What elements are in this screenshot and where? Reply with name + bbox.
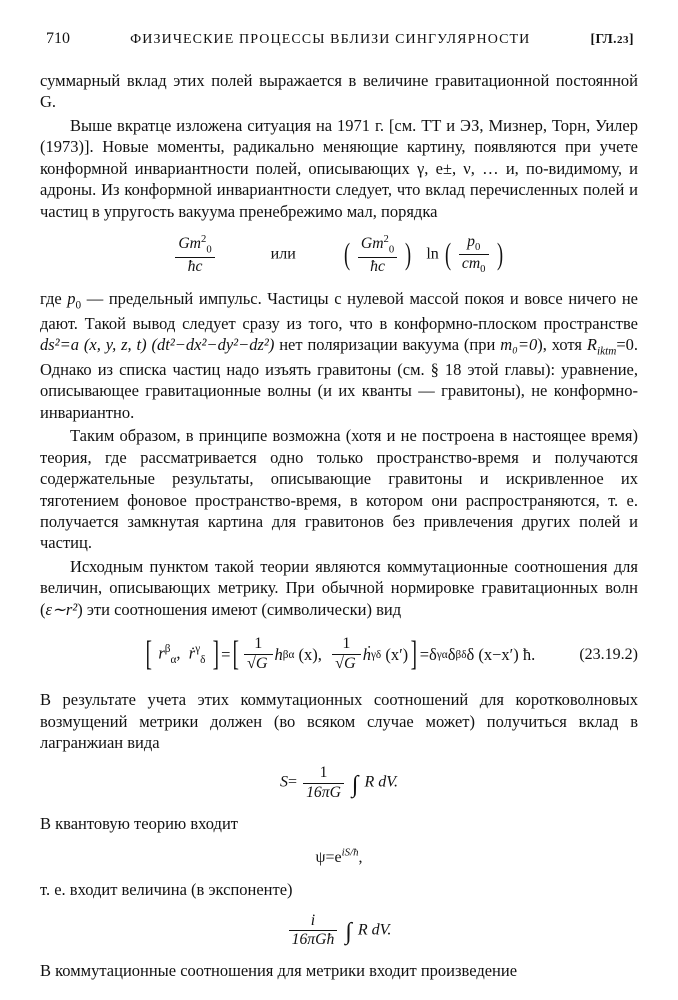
gm-subscript-2: 0 bbox=[388, 244, 395, 256]
paragraph-5-text-b: ) эти соотношения имеют (символически) вид bbox=[77, 599, 402, 619]
sqrt-G-1: G bbox=[255, 655, 268, 673]
h-argument-1: (x), bbox=[298, 644, 322, 664]
fraction-numerator bbox=[175, 234, 214, 258]
hbar-c-2: ħc bbox=[370, 257, 385, 275]
sqrt-G-2: G bbox=[344, 655, 356, 673]
formula-lhs: [ $r^\beta_\alpha$, ṙ$^\gamma_\delta$ ] bbox=[145, 634, 219, 673]
rhs-delta-function: δ (x−x′) ħ. bbox=[466, 644, 536, 664]
fraction-p0-cm0 bbox=[459, 234, 489, 276]
paragraph-8 bbox=[40, 879, 638, 900]
psi-comma: , bbox=[358, 849, 363, 867]
paragraph-6 bbox=[40, 689, 638, 753]
psi-exponent bbox=[342, 847, 359, 859]
cm-subscript: 0 bbox=[480, 264, 486, 276]
paragraph-4-text: Таким образом, в принципе возможна (хотя и не построена в настоящее время) теория, где рассматривается одно только пространство-время и получаются содержательные результаты, описывающие гравитоны и искривленное их тяготением фоновое пространство-время, в котором они распространяются, т. е. получается замкнутая картина для гравитонов без привлечения других полей и частиц. bbox=[40, 426, 638, 553]
action-symbol: S bbox=[280, 774, 289, 792]
riemann-value: =0 bbox=[616, 335, 634, 354]
paragraph-1 bbox=[40, 70, 638, 113]
action-equals: = bbox=[288, 774, 298, 792]
rhs-delta-2: δ bbox=[447, 644, 456, 664]
ln-operator: ln bbox=[426, 245, 439, 263]
page-number: 710 bbox=[46, 30, 70, 47]
paragraph-2-text: Выше вкратце изложена ситуация на 1971 г. [см. ТТ и ЭЗ, Мизнер, Торн, Уилер (1973)]. Новые моменты, радикально меняющие картину, появляются при учете конформной инвариантности полей, описывающих γ, e±, ν, … и, по-видимому, и адроны. Из конформной инвариантности следует, что вклад перечисленных полей и частиц в упругость вакуума пренебрежимо мал, порядка bbox=[40, 115, 638, 221]
formula-action bbox=[40, 765, 638, 801]
gm-superscript: 2 bbox=[201, 234, 207, 246]
riemann-symbol: R bbox=[586, 335, 597, 354]
paragraph-5-text-a: Исходным пунктом такой теории являются коммутационные соотношения для величин, описывающих метрику. При обычной нормировке гравитационных волн ( bbox=[40, 556, 638, 619]
paragraph-3-text-a: где bbox=[40, 288, 68, 308]
integral-sign: ∫ bbox=[351, 772, 359, 799]
fraction-denominator-3 bbox=[459, 255, 489, 275]
sixteen-pi-G-hbar: 16πGħ bbox=[291, 930, 335, 948]
fraction-numerator-2 bbox=[358, 234, 397, 258]
fraction-i-16piGhbar bbox=[289, 913, 338, 949]
fraction-gm2-hbarc bbox=[175, 234, 214, 275]
rdot-subscript: δ bbox=[200, 653, 206, 666]
psi-expression bbox=[315, 846, 363, 867]
rdot-symbol: ṙ bbox=[188, 643, 196, 663]
exp-frac-num bbox=[289, 913, 338, 931]
equals-sign-1: = bbox=[221, 644, 231, 664]
bracket-right: ] bbox=[212, 634, 219, 673]
paragraph-5 bbox=[40, 556, 638, 620]
h-subscript-1: α bbox=[288, 648, 295, 661]
running-head bbox=[40, 30, 638, 48]
rhs-sub-1: α bbox=[441, 648, 448, 661]
rhs-sup-1: γ bbox=[436, 648, 442, 661]
gm-superscript-2: 2 bbox=[383, 234, 389, 246]
r-symbol: r bbox=[158, 643, 165, 663]
fraction-1-16piG bbox=[303, 765, 344, 801]
paragraph-3-text-e: . Однако из списка частиц надо изъять гравитоны (см. § 18 этой главы): уравнение, описывающее гравитационные волны (и их кванты — гравитоны), не конформно-инвариантно. bbox=[40, 335, 638, 422]
hbar-c: ħc bbox=[187, 257, 203, 275]
chapter-close: ] bbox=[629, 31, 634, 46]
paragraph-6-text: В результате учета этих коммутационных соотношений для коротковолновых возмущений метрики должен (во всяком случае может) получиться вклад в лагранжиан вида bbox=[40, 690, 638, 752]
p-subscript: 0 bbox=[474, 242, 481, 254]
r-subscript: α bbox=[170, 653, 177, 666]
h-superscript-1: β bbox=[282, 648, 289, 661]
paragraph-7 bbox=[40, 813, 638, 834]
p0-symbol: p bbox=[67, 288, 76, 308]
formula-psi bbox=[40, 847, 638, 867]
rhs-sub-2: δ bbox=[461, 648, 467, 661]
paragraph-8-text: т. е. входит величина (в экспоненте) bbox=[40, 880, 293, 900]
rhs-sup-2: β bbox=[455, 648, 462, 661]
psi-exponent-text: iS/ħ bbox=[341, 846, 359, 859]
h-symbol-2: ḣ bbox=[362, 644, 371, 664]
exp-integrand: R dV. bbox=[357, 921, 392, 939]
p-symbol: p bbox=[467, 233, 475, 251]
action-frac-num: 1 bbox=[303, 765, 344, 783]
r-superscript: β bbox=[164, 642, 171, 655]
rdot-superscript: γ bbox=[195, 642, 201, 655]
formula-vacuum-elasticity bbox=[40, 234, 638, 276]
running-title: ФИЗИЧЕСКИЕ ПРОЦЕССЫ ВБЛИЗИ СИНГУЛЯРНОСТИ bbox=[130, 32, 531, 47]
left-paren-log: ( bbox=[444, 237, 451, 272]
bracket-left-2: [ bbox=[233, 634, 240, 673]
left-paren: ( bbox=[343, 237, 350, 272]
paragraph-9-text: В коммутационные соотношения для метрики входит произведение bbox=[40, 961, 518, 981]
fraction-denominator bbox=[175, 258, 214, 275]
right-paren-log: ) bbox=[496, 237, 503, 272]
frac-num-1: 1 bbox=[244, 636, 273, 655]
chapter-number: 23 bbox=[617, 34, 629, 46]
fraction-denominator-2 bbox=[358, 258, 397, 275]
formula-connector-or: или bbox=[270, 245, 296, 263]
bracket-left: [ bbox=[145, 634, 152, 673]
h-symbol-1: h bbox=[274, 644, 283, 664]
cm-symbol: cm bbox=[461, 255, 481, 273]
gm-subscript: 0 bbox=[206, 244, 212, 256]
riemann-indices: iktm bbox=[596, 345, 617, 358]
inline-ds2-formula: ds²=a (x, y, z, t) (dt²−dx²−dy²−dz²) bbox=[40, 335, 275, 354]
h-subscript-2: δ bbox=[375, 648, 382, 661]
bracket-right-2: ] bbox=[410, 634, 418, 673]
chapter-open: [ГЛ. bbox=[590, 31, 617, 46]
h-superscript-2: γ bbox=[370, 648, 376, 661]
paragraph-4 bbox=[40, 425, 638, 554]
frac-den-1: √G bbox=[246, 655, 268, 673]
fraction-gm2-hbarc-2 bbox=[358, 234, 397, 275]
right-paren: ) bbox=[405, 237, 412, 272]
frac-den-2: √G bbox=[335, 655, 356, 673]
chapter-marker bbox=[591, 31, 638, 47]
gm-symbol-2: Gm bbox=[360, 235, 384, 253]
paragraph-9 bbox=[40, 960, 638, 981]
equation-number: (23.19.2) bbox=[579, 645, 638, 663]
h-argument-2: (x′) bbox=[385, 644, 409, 664]
p0-subscript: 0 bbox=[75, 298, 82, 311]
paragraph-3-text-c: нет поляризации вакуума (при bbox=[274, 335, 501, 354]
formula-exponent bbox=[40, 913, 638, 949]
paragraph-3 bbox=[40, 288, 638, 424]
exp-frac-den bbox=[289, 931, 338, 948]
gm-symbol: Gm bbox=[178, 235, 201, 253]
inline-riemann bbox=[586, 335, 634, 358]
fraction-1-sqrtG-2 bbox=[332, 636, 361, 673]
formula-commutation-relations bbox=[40, 636, 638, 673]
sixteen-pi-G: 16πG bbox=[306, 783, 341, 801]
integral-sign-2: ∫ bbox=[345, 919, 352, 946]
i-symbol: i bbox=[310, 911, 316, 929]
rhs-delta-1: =δ bbox=[419, 644, 437, 664]
fraction-1-sqrtG-1 bbox=[244, 636, 273, 673]
inline-p0 bbox=[67, 288, 82, 311]
inline-m0-formula: m₀=0 bbox=[500, 335, 538, 354]
inline-epsilon-r: ε∼r² bbox=[45, 599, 78, 619]
psi-symbol: ψ=e bbox=[315, 849, 342, 867]
paragraph-1-text: суммарный вклад этих полей выражается в величине гравитационной постоянной G. bbox=[40, 71, 638, 112]
fraction-numerator-3 bbox=[459, 234, 489, 255]
paragraph-3-text-d: ), хотя bbox=[537, 335, 587, 354]
action-frac-den bbox=[303, 784, 344, 801]
paragraph-3-text-b: — предельный импульс. Частицы с нулевой массой покоя и вовсе ничего не дают. Такой вывод следует сразу из того, что в конформно-плоском пространстве bbox=[40, 288, 638, 333]
paragraph-2 bbox=[40, 115, 638, 222]
paragraph-7-text: В квантовую теорию входит bbox=[40, 814, 238, 834]
frac-num-2: 1 bbox=[332, 636, 361, 655]
action-integrand: R dV. bbox=[364, 774, 398, 792]
